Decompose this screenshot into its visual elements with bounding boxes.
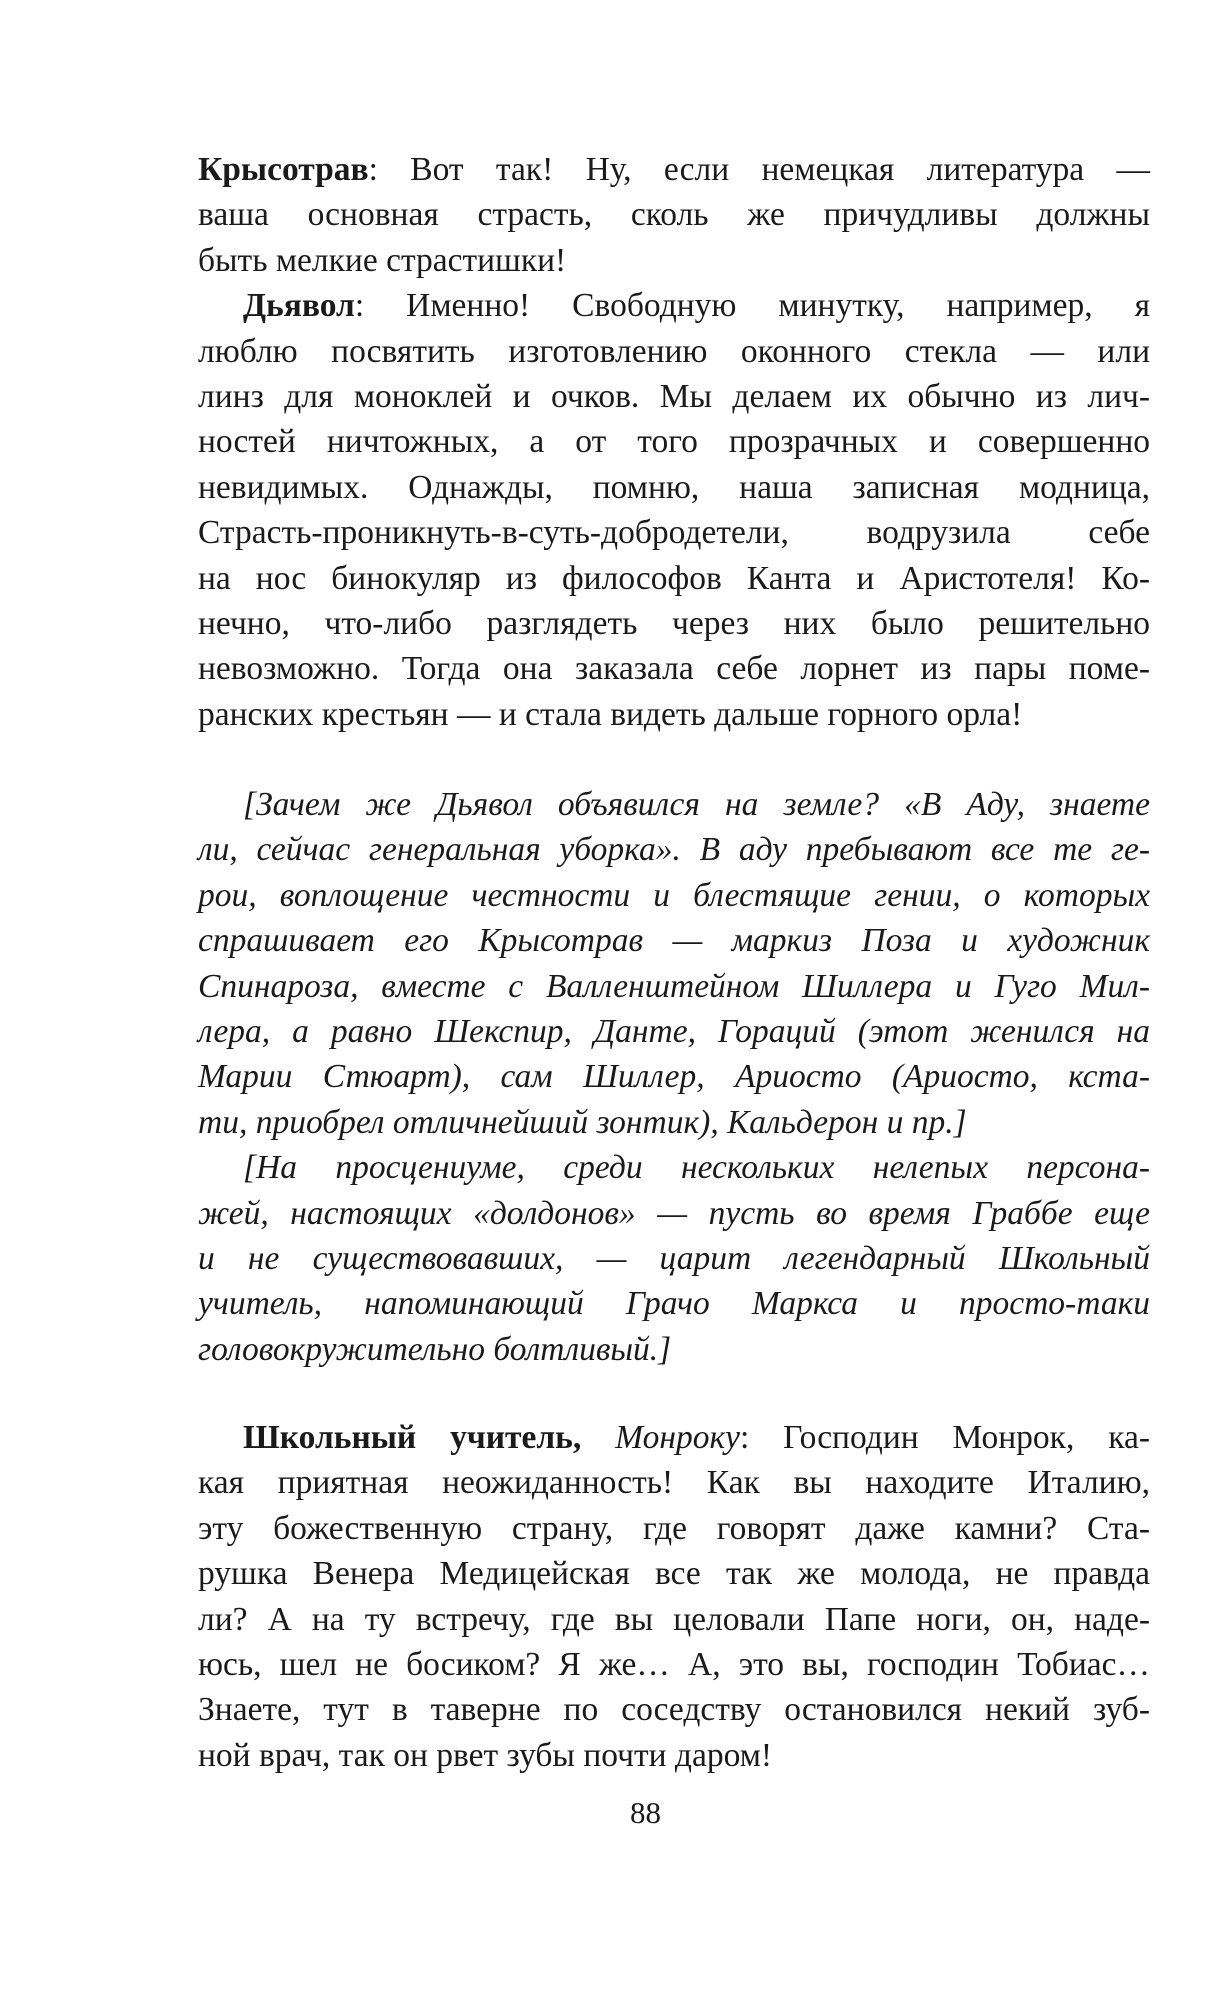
text-line: нечно, что-либо разглядеть через них было решительно [198, 605, 1150, 643]
text-line: и не существовавших, — царит легендарный Школьный [198, 1240, 1150, 1278]
text-line: юсь, шел не босиком? Я же… А, это вы, господин Тобиас… [198, 1646, 1150, 1684]
text-line [198, 1415, 1150, 1460]
text-line: невозможно. Тогда она заказала себе лорнет из пары поме- [198, 650, 1150, 688]
stage-commentary-block [198, 782, 1150, 1372]
page-number: 88 [630, 1795, 661, 1830]
paragraph-krysotrav [198, 147, 1150, 283]
text-line: ной врач, так он рвет зубы почти даром! [198, 1736, 773, 1774]
text-line: ли, сейчас генеральная уборка». В аду пребывают все те ге- [198, 831, 1150, 869]
text-line [198, 147, 1150, 192]
text-fragment: : Именно! Свободную минутку, например, я [354, 287, 1150, 325]
text-line: рои, воплощение честности и блестящие гении, о которых [198, 876, 1150, 914]
text-line: невидимых. Однажды, помню, наша записная модница, [198, 468, 1150, 506]
text-line [198, 283, 1150, 328]
speaker-name: Крысотрав [198, 151, 369, 188]
text-line: на нос бинокуляр из философов Канта и Аристотеля! Ко- [198, 559, 1150, 597]
paragraph-dyavol [198, 283, 1150, 737]
text-line: Спинароза, вместе с Валленштейном Шиллера и Гуго Мил- [198, 967, 1150, 1005]
text-line: [Зачем же Дьявол объявился на земле? «В Аду, знаете [243, 786, 1150, 823]
text-line: Марии Стюарт), сам Шиллер, Ариосто (Ариосто, кста- [198, 1058, 1150, 1096]
text-line: ти, приобрел отличнейший зонтик), Кальдерон и пр.] [198, 1103, 967, 1141]
text-line: учитель, напоминающий Грачо Маркса и просто-таки [198, 1285, 1150, 1323]
text-line: эту божественную страну, где говорят даже камни? Ста- [198, 1509, 1150, 1547]
text-line: линз для моноклей и очков. Мы делаем их обычно из лич- [198, 378, 1150, 416]
dialogue-block-2 [198, 1415, 1150, 1778]
text-line: ваша основная страсть, сколь же причудливы должны [198, 196, 1150, 234]
text-line: быть мелкие страстишки! [198, 241, 567, 279]
speaker-name: Школьный учитель, [243, 1419, 582, 1456]
text-line: спрашивает его Крысотрав — маркиз Поза и художник [198, 922, 1150, 960]
text-line: [На просцениуме, среди нескольких нелепых персона- [243, 1149, 1150, 1187]
paragraph-commentary-2 [198, 1145, 1150, 1372]
text-fragment: : Вот так! Ну, если немецкая литература — [368, 151, 1150, 188]
text-fragment: : Господин Монрок, ка- [740, 1419, 1151, 1456]
text-line: жей, настоящих «долдонов» — пусть во время Граббе еще [198, 1194, 1150, 1232]
text-line: люблю посвятить изготовлению оконного стекла — или [198, 332, 1150, 370]
dialogue-block-1 [198, 147, 1150, 737]
text-line: Знаете, тут в таверне по соседству остановился некий зуб- [198, 1691, 1150, 1729]
text-line: головокружительно болтливый.] [198, 1330, 672, 1368]
text-line: кая приятная неожиданность! Как вы находите Италию, [198, 1464, 1150, 1502]
text-line: ранских крестьян — и стала видеть дальше горного орла! [198, 695, 1023, 733]
addressee-name: Монроку [615, 1419, 740, 1456]
speaker-name: Дьявол [243, 287, 355, 325]
paragraph-commentary-1 [198, 782, 1150, 1145]
text-line: лера, а равно Шекспир, Данте, Гораций (этот женился на [198, 1013, 1150, 1051]
text-line: Страсть-проникнуть-в-суть-добродетели, водрузила себе [198, 514, 1150, 552]
paragraph-teacher [198, 1415, 1150, 1778]
text-line: ностей ничтожных, а от того прозрачных и совершенно [198, 423, 1150, 461]
text-line: ли? А на ту встречу, где вы целовали Папе ноги, он, наде- [198, 1600, 1150, 1638]
text-line: рушка Венера Медицейская все так же молода, не правда [198, 1555, 1150, 1593]
